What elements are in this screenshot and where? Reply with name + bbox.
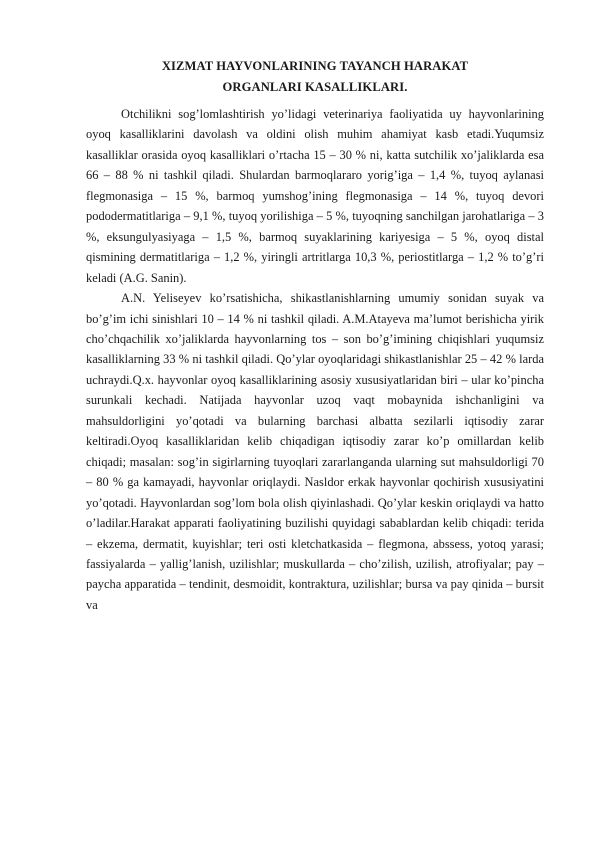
body-paragraph-2: A.N. Yeliseyev ko’rsatishicha, shikastlanishlarning umumiy sonidan suyak va bo’g’im ichi sinishlari 10 – 14 % ni tashkil qiladi. A.M.Atayeva ma’lumot berishicha yirik cho’chqachilik xo’jaliklarda hayvonlarning tos – son bo’g’imining chiqishlari yuqumsiz kasalliklarning 33 % ni tashkil qiladi. Qo’ylar oyoqlaridagi shikastlanishlar 25 – 42 % larda uchraydi.Q.x. hayvonlar oyoq kasalliklarining asosiy xususiyatlaridan biri – ular ko’pincha surunkali kechadi. Natijada hayvonlar uzoq vaqt mobaynida ishchanligini va mahsuldorligini yo’qotadi va bularning barchasi albatta sezilarli iqtisodiy zarar keltiradi.Oyoq kasalliklaridan kelib chiqadigan iqtisodiy zarar ko’p omillardan kelib chiqadi; masalan: sog’in sigirlarning tuyoqlari zararlanganda ularning sut mahsuldorligi 70 – 80 % ga kamayadi, hayvonlar oriqlaydi. Nasldor erkak hayvonlar qochirish xususiyatini yo’qotadi. Hayvonlardan sog’lom bola olish qiyinlashadi. Qo’ylar keskin oriqlaydi va hatto o’ladilar.Harakat apparati faoliyatining buzilishi quyidagi sabablardan kelib chiqadi: terida – ekzema, dermatit, kuyishlar; teri osti kletchatkasida – flegmona, abssess, yotoq yarasi; fassiyalarda – yallig’lanish, uzilishlar; muskullarda – cho’zilish, uzilish, atrofiyalar; pay – paycha apparatida – tendinit, desmoidit, kontraktura, uzilishlar; bursa va pay qinida – bursit va (86, 291, 544, 612)
document-title (86, 56, 544, 98)
body-paragraph-1: Otchilikni sog’lomlashtirish yo’lidagi veterinariya faoliyatida uy hayvonlarining oyoq kasalliklarini davolash va oldini olish muhim ahamiyat kasb etadi.Yuqumsiz kasalliklar orasida oyoq kasalliklari o’rtacha 15 – 30 % ni, katta sutchilik xo’jaliklarda esa 66 – 88 % ni tashkil qiladi. Shulardan barmoqlararo yorig’iga – 1,4 %, tuyoq aylanasi flegmonasiga – 15 %, barmoq yumshog’ining flegmonasiga – 14 %, tuyoq devori pododermatitlariga – 9,1 %, tuyoq yorilishiga – 5 %, tuyoqning sanchilgan jarohatlariga – 3 %, eksungulyasiyaga – 1,5 %, barmoq suyaklarining kariyesiga – 5 %, oyoq distal qismining dermatitlariga – 1,2 %, yiringli artritlarga 10,3 %, periostitlarga – 1,2 % to’g’ri keladi (A.G. Sanin). (86, 107, 544, 285)
title-line-2: ORGANLARI KASALLIKLARI. (222, 80, 408, 94)
document-page (86, 56, 544, 615)
title-line-1: XIZMAT HAYVONLARINING TAYANCH HARAKAT (161, 59, 469, 73)
